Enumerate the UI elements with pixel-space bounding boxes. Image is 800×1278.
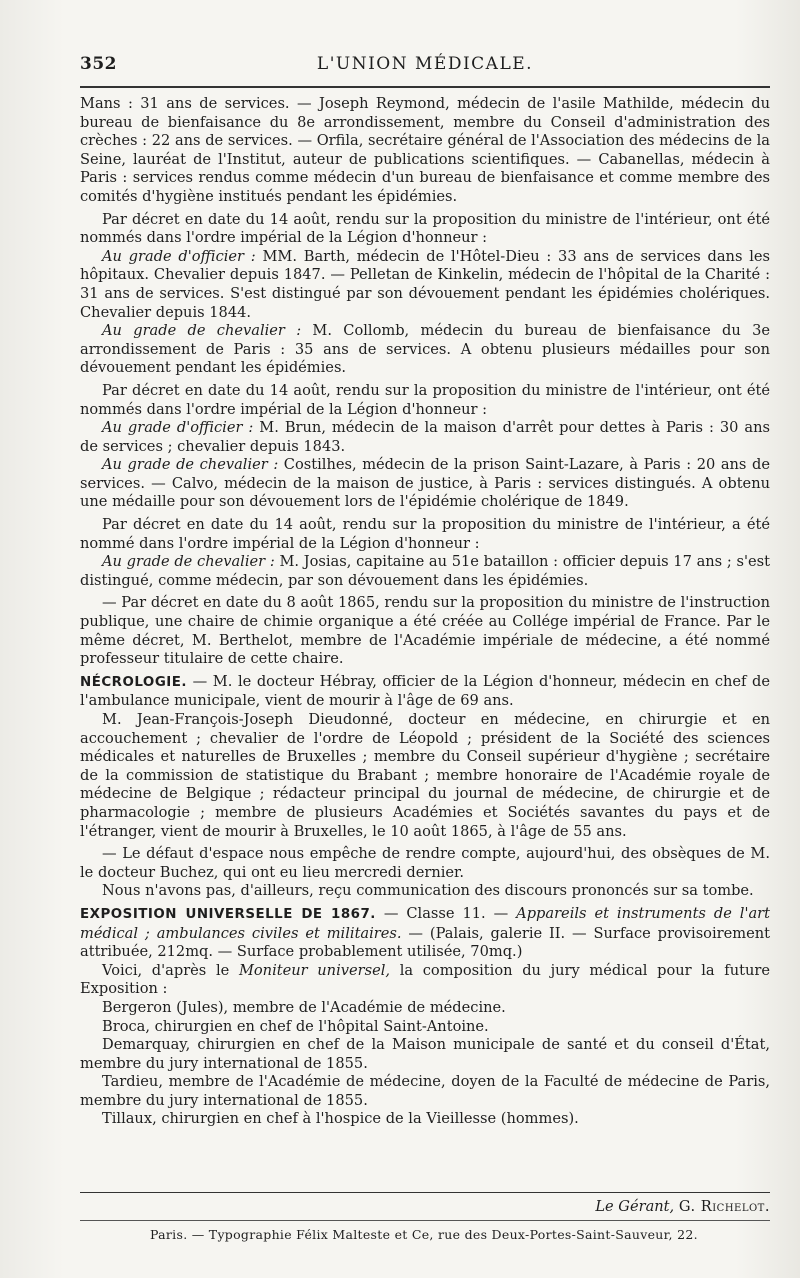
paragraph-text: la composition du jury médical pour la future Exposition : (80, 961, 770, 998)
jury-member: Tardieu, membre de l'Académie de médecine, doyen de la Faculté de médecine de Paris, membre du jury international de 1855. (80, 1073, 770, 1109)
paragraph-text: M. Josias, capitaine au 51e bataillon : officier depuis 17 ans ; s'est distingué, comme médecin, par son dévouement dans les épidémies. (80, 553, 770, 589)
jury-member: Demarquay, chirurgien en chef de la Maison municipale de santé et du conseil d'État, membre du jury international de 1855. (80, 1036, 770, 1072)
paragraph: Nous n'avons pas, d'ailleurs, reçu communication des discours prononcés sur sa tombe. (102, 882, 754, 900)
paragraph-text: MM. Barth, médecin de l'Hôtel-Dieu : 33 ans de services dans les hôpitaux. Chevalier depuis 1847. — Pelletan de Kinkelin, médecin de l'hôpital de la Charité : 31 ans de services. S'est distingué par son dévouement pendant les épidémies cholériques. Chevalier depuis 1844. (80, 247, 770, 321)
paragraph (80, 456, 770, 512)
paragraph-text: M. Collomb, médecin du bureau de bienfaisance du 3e arrondissement de Paris : 35 ans de services. A obtenu plusieurs médailles pour son dévouement pendant les épidémies. (80, 322, 770, 377)
paragraph: Par décret en date du 14 août, rendu sur la proposition du ministre de l'intérieur, a été nommé dans l'ordre impérial de la Légion d'honneur : (80, 516, 770, 552)
paragraph: Par décret en date du 14 août, rendu sur la proposition du ministre de l'intérieur, ont été nommés dans l'ordre impérial de la Légion d'honneur : (80, 210, 770, 247)
paragraph (80, 419, 770, 456)
paragraph-text: M. Brun, médecin de la maison d'arrêt pour dettes à Paris : 30 ans de services ; chevalier depuis 1843. (80, 419, 770, 455)
paragraph-text: Costilhes, médecin de la prison Saint-Lazare, à Paris : 20 ans de services. — Calvo, médecin de la maison de justice, à Paris : services distingués. A obtenu une médaille pour son dévouement lors de l'épidémie cholérique de 1849. (80, 456, 770, 511)
section-heading: NÉCROLOGIE. (80, 674, 188, 690)
paragraph: — Le défaut d'espace nous empêche de rendre compte, aujourd'hui, des obsèques de M. le docteur Buchez, qui ont eu lieu mercredi dernier. (80, 845, 770, 881)
paragraph (80, 248, 770, 322)
grade-label: Au grade d'officier : (102, 247, 256, 265)
grade-label: Au grade de chevalier : (102, 322, 302, 340)
header-rule (80, 86, 770, 88)
paragraph (80, 905, 770, 962)
jury-member: Broca, chirurgien en chef de l'hôpital Saint-Antoine. (102, 1017, 489, 1035)
italic-text: Moniteur universel, (238, 961, 391, 979)
paragraph (80, 553, 770, 590)
gerant-label: Le Gérant, (595, 1198, 675, 1215)
page-header (80, 54, 770, 80)
journal-title: L'UNION MÉDICALE. (316, 54, 534, 74)
grade-label: Au grade de chevalier : (102, 553, 275, 571)
paragraph: Mans : 31 ans de services. — Joseph Reymond, médecin de l'asile Mathilde, médecin du bureau de bienfaisance du 8e arrondissement, membre du Conseil d'administration des crèches : 22 ans de services. — Orfila, secrétaire général de l'Association des médecins de la Seine, lauréat de l'Institut, auteur de publications scientifiques. — Cabanellas, médecin à Paris : services rendus comme médecin d'un bureau de bienfaisance et comme membre des comités d'hygiène institués pendant les épidémies. (80, 95, 770, 205)
paragraph-text: — (Palais, galerie II. — Surface provisoirement attribuée, 212mq. — Surface probablement utilisée, 70mq.) (80, 924, 770, 961)
italic-text: Appareils et instruments de l'art médical ; ambulances civiles et militaires. (80, 904, 770, 942)
imprint-rule (80, 1220, 770, 1221)
jury-member: Tillaux, chirurgien en chef à l'hospice de la Vieillesse (hommes). (102, 1110, 579, 1128)
grade-label: Au grade de chevalier : (102, 456, 279, 474)
gerant-name: G. Richelot. (678, 1198, 770, 1215)
paragraph: M. Jean-François-Joseph Dieudonné, docteur en médecine, en chirurgie et en accouchement ; chevalier de l'ordre de Léopold ; président de la Société des sciences médicales et naturelles de Bruxelles ; membre du Conseil supérieur d'hygiène ; secrétaire de la commission de statistique du Brabant ; membre honoraire de l'Académie royale de médecine de Belgique ; rédacteur principal du journal de médecine, de chirurgie et de pharmacologie ; membre de plusieurs Académies et Sociétés savantes du pays et de l'étranger, vient de mourir à Bruxelles, le 10 août 1865, à l'âge de 55 ans. (80, 711, 770, 840)
paragraph-text: Voici, d'après le (102, 961, 239, 979)
paragraph (80, 322, 770, 378)
footer-rule (80, 1192, 770, 1193)
printer-imprint: Paris. — Typographie Félix Malteste et Ce, rue des Deux-Portes-Saint-Sauveur, 22. (150, 1227, 698, 1242)
paragraph-text: — M. le docteur Hébray, officier de la Légion d'honneur, médecin en chef de l'ambulance municipale, vient de mourir à l'âge de 69 ans. (80, 672, 770, 710)
section-heading: EXPOSITION UNIVERSELLE DE 1867. (80, 906, 376, 922)
paragraph (80, 673, 770, 711)
article-body (80, 95, 770, 1129)
paragraph: — Par décret en date du 8 août 1865, rendu sur la proposition du ministre de l'instruction publique, une chaire de chimie organique a été créée au Collége impérial de France. Par le même décret, M. Berthelot, membre de l'Académie impériale de médecine, a été nommé professeur titulaire de cette chaire. (80, 594, 770, 668)
paragraph (80, 962, 770, 999)
page-number: 352 (80, 54, 117, 74)
paragraph: Par décret en date du 14 août, rendu sur la proposition du ministre de l'intérieur, ont été nommés dans l'ordre impérial de la Légion d'honneur : (80, 381, 770, 418)
jury-member: Bergeron (Jules), membre de l'Académie de médecine. (102, 998, 506, 1016)
gerant-signature (595, 1198, 770, 1215)
paragraph-text: — Classe 11. — (375, 904, 517, 922)
grade-label: Au grade d'officier : (102, 419, 254, 437)
